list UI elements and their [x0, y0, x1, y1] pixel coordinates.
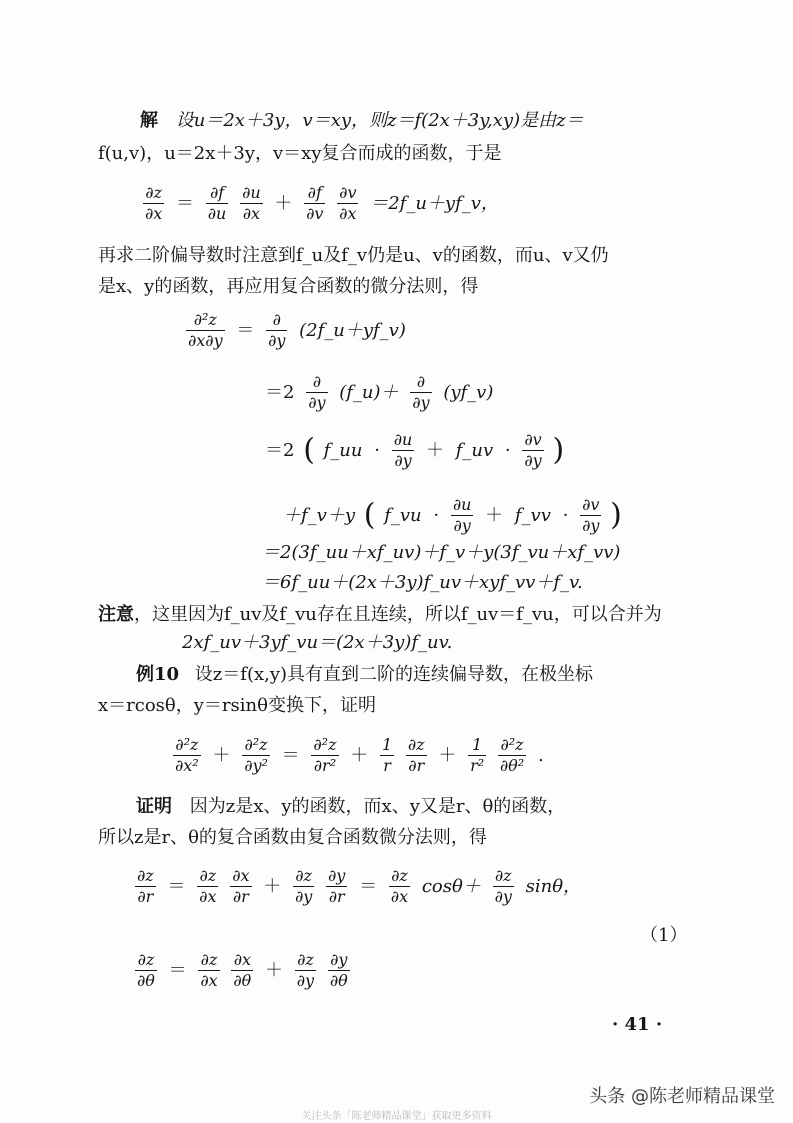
frac-dz-dy-2: $\frac{\partial z}{\partial y}$ — [494, 866, 512, 906]
text-l1: 设u＝2x＋3y，v＝xy，则z＝f(2x＋3y,xy)是由z＝ — [175, 110, 584, 131]
frac-du-dy-2: $\frac{\partial u}{\partial y}$ — [452, 495, 472, 535]
watermark: 头条 @陈老师精品课堂 — [589, 1086, 775, 1107]
frac-d-dy-3: $\frac{\partial}{\partial y}$ — [412, 372, 430, 412]
eq3: ＝2 $\frac{\partial}{\partial y}$ (f_u)＋ $\frac{\partial}{\partial y}$ (yf_v) — [265, 372, 494, 412]
frac-dz-dth: $\frac{\partial z}{\partial\theta}$ — [137, 950, 155, 990]
frac-df-du: $\frac{\partial f}{\partial u}$ — [207, 183, 227, 223]
frac-d2z-dxdy: $\frac{\text{∂²z}}{\partial x\partial y}$ — [188, 310, 223, 350]
frac-dy-dr: $\frac{\partial y}{\partial r}$ — [328, 866, 346, 906]
eq5: ＋f_v＋y ( f_vu · $\frac{\partial u}{\partial y}$ ＋ f_vv · $\frac{\partial v}{\partial y}$ ) — [283, 495, 622, 535]
frac-d2z-dx2: $\frac{\text{∂²z}}{\text{∂x²}}$ — [175, 735, 199, 775]
frac-d2z-dr2: $\frac{\text{∂²z}}{\text{∂r²}}$ — [313, 735, 337, 775]
frac-d-dy-2: $\frac{\partial}{\partial y}$ — [308, 372, 326, 412]
solution-line-2 — [98, 143, 502, 165]
note-line: 注意，这里因为f_uv及f_vu存在且连续，所以f_uv＝f_vu，可以合并为 — [98, 604, 662, 625]
frac-du-dx: $\frac{\partial u}{\partial x}$ — [242, 183, 261, 223]
solution-line-1 — [140, 110, 584, 132]
note-eq: 2xf_uv＋3yf_vu＝(2x＋3y)f_uv. — [182, 632, 453, 653]
example-label: 例10 — [136, 664, 180, 685]
eq1-tail: ＝2f_u＋yf_v， — [370, 192, 499, 214]
eq7: ＝6f_uu＋(2x＋3y)f_uv＋xyf_vv＋f_v. — [262, 572, 583, 593]
example-10-line-2: x＝rcosθ，y＝rsinθ变换下，证明 — [98, 695, 376, 716]
frac-dz-dr-2: $\frac{\partial z}{\partial r}$ — [137, 866, 154, 906]
frac-dz-dx: $\frac{\partial z}{\partial x}$ — [145, 183, 163, 223]
frac-d-dy: $\frac{\partial}{\partial y}$ — [268, 310, 286, 350]
frac-dz-dy-3: $\frac{\partial z}{\partial y}$ — [296, 950, 315, 990]
frac-dv-dy-2: $\frac{\partial v}{\partial y}$ — [582, 495, 600, 535]
footer-note: 关注头条「陈老师精品课堂」获取更多资料 — [301, 1111, 492, 1122]
frac-dz-dx-2: $\frac{\partial z}{\partial x}$ — [199, 866, 217, 906]
frac-1-r: $\frac{1}{r}$ — [381, 735, 393, 775]
frac-dz-dx-4: $\frac{\partial z}{\partial x}$ — [200, 950, 218, 990]
frac-1-r2: $\frac{1}{\text{r²}}$ — [470, 735, 485, 775]
frac-d2z-dth2: $\frac{\text{∂²z}}{\text{∂θ²}}$ — [499, 735, 525, 775]
text-line-3: 再求二阶偏导数时注意到f_u及f_v仍是u、v的函数，而u、v又仍 — [98, 245, 609, 266]
solution-label: 解 — [140, 110, 158, 131]
text-l2: f(u,v)，u＝2x＋3y，v＝xy复合而成的函数，于是 — [98, 143, 502, 164]
eq4: ＝2 ( f_uu · $\frac{\partial u}{\partial y}$ ＋ f_uv · $\frac{\partial v}{\partial y}$ ) — [265, 430, 565, 470]
text-line-4: 是x、y的函数，再应用复合函数的微分法则，得 — [98, 276, 479, 297]
eq1: $\frac{\partial z}{\partial x}$ ＝ $\frac{\partial f}{\partial u}$ $\frac{\partial u}{\partial x}$ ＋ $\frac{\partial f}{\partial v}$ $\frac{\partial v}{\partial x}$ ＝2f_u＋yf_v， — [145, 183, 499, 223]
frac-d2z-dy2: $\frac{\text{∂²z}}{\text{∂y²}}$ — [244, 735, 268, 775]
equation-number: （1） — [640, 925, 688, 946]
eq6: ＝2(3f_uu＋xf_uv)＋f_v＋y(3f_vu＋xf_vv) — [262, 542, 621, 563]
proof-line-2: 所以z是r、θ的复合函数由复合函数微分法则，得 — [98, 827, 487, 848]
frac-dv-dx: $\frac{\partial v}{\partial x}$ — [339, 183, 357, 223]
page-number: · 41 · — [612, 1014, 663, 1035]
frac-dz-dx-3: $\frac{\partial z}{\partial x}$ — [390, 866, 409, 906]
frac-dx-dth: $\frac{\partial x}{\partial\theta}$ — [233, 950, 252, 990]
frac-dv-dy: $\frac{\partial v}{\partial y}$ — [524, 430, 542, 470]
frac-dz-dr: $\frac{\partial z}{\partial r}$ — [407, 735, 425, 775]
frac-df-dv: $\frac{\partial f}{\partial v}$ — [306, 183, 324, 223]
eq8: $\frac{\text{∂²z}}{\text{∂x²}}$ ＋ $\frac{\text{∂²z}}{\text{∂y²}}$ ＝ $\frac{\text{∂²z}}{\text{∂r²}}$ ＋ $\frac{1}{r}$ $\frac{\partial z}{\partial r}$ ＋ $\frac{1}{\text{r²}}$ $\frac{\text{∂²z}}{\text{∂θ²}}$ . — [175, 735, 544, 775]
frac-dy-dth: $\frac{\partial y}{\partial\theta}$ — [329, 950, 348, 990]
proof-line: 证明 因为z是x、y的函数，而x、y又是r、θ的函数， — [136, 796, 566, 817]
frac-dx-dr: $\frac{\partial x}{\partial r}$ — [232, 866, 250, 906]
frac-du-dy: $\frac{\partial u}{\partial y}$ — [393, 430, 413, 470]
eq10: $\frac{\partial z}{\partial\theta}$ ＝ $\frac{\partial z}{\partial x}$ $\frac{\partial x}{\partial\theta}$ ＋ $\frac{\partial z}{\partial y}$ $\frac{\partial y}{\partial\theta}$ — [137, 950, 348, 990]
eq9: $\frac{\partial z}{\partial r}$ ＝ $\frac{\partial z}{\partial x}$ $\frac{\partial x}{\partial r}$ ＋ $\frac{\partial z}{\partial y}$ $\frac{\partial y}{\partial r}$ ＝ $\frac{\partial z}{\partial x}$ cosθ＋ $\frac{\partial z}{\partial y}$ sinθ， — [137, 866, 582, 906]
note-label: 注意 — [98, 604, 134, 625]
frac-dz-dy: $\frac{\partial z}{\partial y}$ — [294, 866, 313, 906]
proof-label: 证明 — [136, 796, 172, 817]
eq2: $\frac{\text{∂²z}}{\partial x\partial y}$ ＝ $\frac{\partial}{\partial y}$ (2f_u＋yf_v) — [188, 310, 406, 350]
example-10-line: 例10 设z＝f(x,y)具有直到二阶的连续偏导数，在极坐标 — [136, 664, 594, 685]
